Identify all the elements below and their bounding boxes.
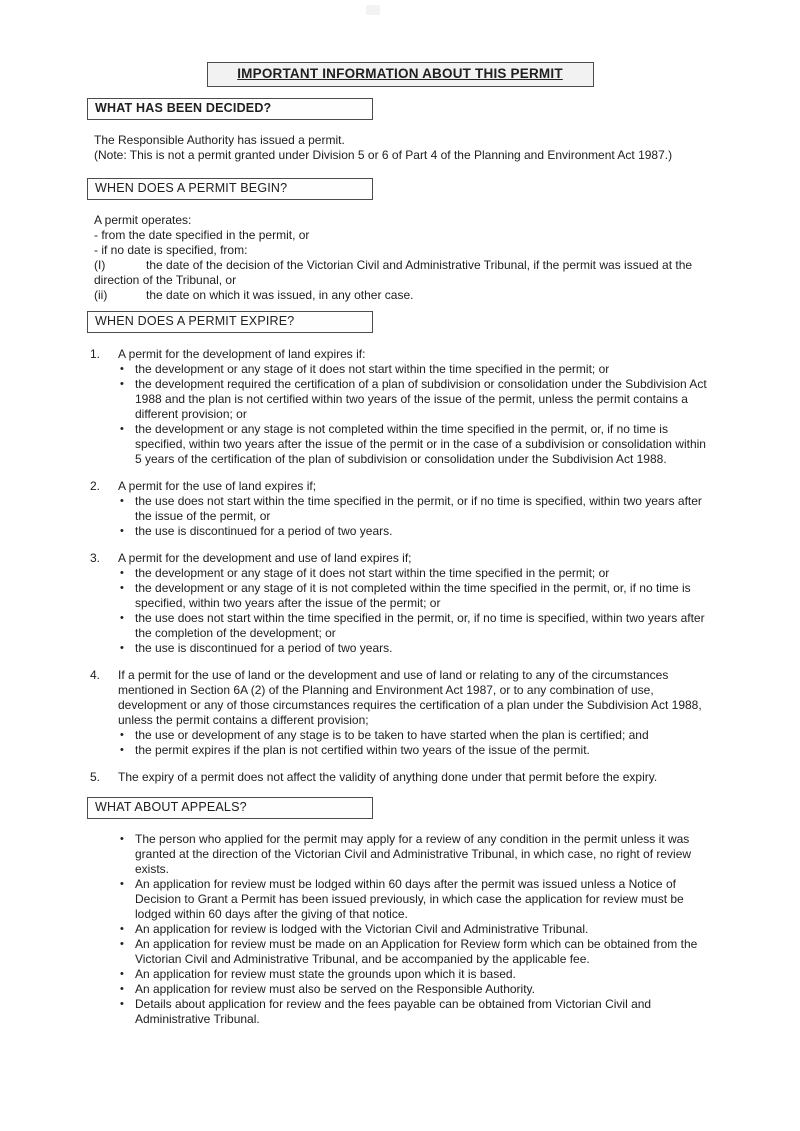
bullet-text: The person who applied for the permit may apply for a review of any condition in the permit unless it was granted at the direction of the Victorian Civil and Administrative Tribunal, in which case, no right of review exists. [135, 832, 692, 876]
bullet-icon: • [120, 495, 124, 507]
bullet-text: An application for review is lodged with the Victorian Civil and Administrative Tribunal. [135, 922, 589, 936]
bullet-icon: • [120, 612, 124, 624]
bullet-icon: • [120, 729, 124, 741]
document-title-box [207, 62, 594, 87]
list-item-text: A permit for the development and use of land expires if; [118, 551, 412, 565]
bullet-point [118, 982, 707, 997]
list-item-body [118, 479, 707, 539]
list-item-text: A permit for the development of land expires if: [118, 347, 366, 361]
decided-paragraph [94, 133, 707, 163]
list-item-number: 4. [90, 668, 101, 682]
bullet-point [118, 377, 707, 422]
bullet-point [118, 611, 707, 641]
bullet-icon: • [120, 582, 124, 594]
bullet-icon: • [120, 744, 124, 756]
list-item-1 [90, 347, 707, 467]
bullet-icon: • [120, 983, 124, 995]
section-heading-what-has-been-decided [87, 98, 373, 120]
document-title: IMPORTANT INFORMATION ABOUT THIS PERMIT [237, 66, 563, 81]
bullet-icon: • [120, 968, 124, 980]
bullet-point [118, 937, 707, 967]
bullet-text: the development required the certification of a plan of subdivision or consolidation under the Subdivision Act 1988 and the plan is not certified within two years of the issue of the permit, unless the permit contains a different provision; or [135, 377, 707, 421]
bullet-icon: • [120, 923, 124, 935]
bullet-icon: • [120, 998, 124, 1010]
bullet-point [118, 832, 707, 877]
bullet-point [118, 997, 707, 1027]
appeals-list [118, 832, 707, 1027]
list-item-body [118, 551, 707, 656]
bullet-icon: • [120, 938, 124, 950]
begin-intro: A permit operates: [94, 213, 192, 227]
bullet-icon: • [120, 525, 124, 537]
section-heading-text: WHAT HAS BEEN DECIDED? [95, 101, 272, 115]
list-item-number: 5. [90, 770, 101, 784]
bullet-icon: • [120, 363, 124, 375]
list-item-text: If a permit for the use of land or the development and use of land or relating to any of the circumstances mentioned in Section 6A (2) of the Planning and Environment Act 1987, or to any combination of use, development or any of those circumstances requires the certification of a plan under the Subdivision Act 1988, unless the permit contains a different provision; [118, 668, 702, 727]
begin-paragraph [94, 213, 707, 303]
bullet-text: the use or development of any stage is to be taken to have started when the plan is certified; and [135, 728, 649, 742]
list-item-text: A permit for the use of land expires if; [118, 479, 317, 493]
bullet-point [118, 967, 707, 982]
section-heading-permit-begin [87, 178, 373, 200]
begin-point-ii-label: (ii) [94, 288, 108, 302]
begin-point-ii-text: the date on which it was issued, in any other case. [146, 288, 414, 302]
bullet-text: the use is discontinued for a period of two years. [135, 524, 393, 538]
begin-point-i [94, 258, 707, 288]
bullet-text: An application for review must also be served on the Responsible Authority. [135, 982, 535, 996]
list-item-2 [90, 479, 707, 539]
bullet-text: An application for review must be lodged within 60 days after the permit was issued unless a Notice of Decision to Grant a Permit has been issued previously, in which case the application for review must be lodged within 60 days after the giving of that notice. [135, 877, 684, 921]
section-heading-permit-expire [87, 311, 373, 333]
bullet-point [118, 362, 707, 377]
bullet-text: An application for review must state the grounds upon which it is based. [135, 967, 516, 981]
document-content [0, 98, 800, 1027]
bullet-icon: • [120, 878, 124, 890]
list-item-3 [90, 551, 707, 656]
bullet-text: the development or any stage is not completed within the time specified in the permit, or, if no time is specified, within two years after the issue of the permit or in the case of a subdivision or consolidation within 5 years of the certification of the plan of subdivision or consolidation under the Subdivision Act 1988. [135, 422, 706, 466]
section-heading-text: WHEN DOES A PERMIT BEGIN? [95, 181, 288, 195]
bullet-icon: • [120, 378, 124, 390]
bullet-point [118, 524, 707, 539]
bullet-text: the development or any stage of it is not completed within the time specified in the permit, or, if no time is specified, within two years after the issue of the permit; or [135, 581, 691, 610]
bullet-point [118, 566, 707, 581]
bullet-point [118, 728, 707, 743]
list-item-number: 1. [90, 347, 101, 361]
bullet-point [118, 494, 707, 524]
bullet-icon: • [120, 567, 124, 579]
list-item-number: 2. [90, 479, 101, 493]
bullet-text: An application for review must be made on an Application for Review form which can be obtained from the Victorian Civil and Administrative Tribunal, and be accompanied by the applicable fee. [135, 937, 698, 966]
list-item-body [118, 668, 707, 758]
list-item-4 [90, 668, 707, 758]
bullet-icon: • [120, 833, 124, 845]
bullet-text: the use is discontinued for a period of two years. [135, 641, 393, 655]
section-heading-appeals [87, 797, 373, 819]
begin-dash-point-2: - if no date is specified, from: [94, 243, 248, 257]
list-item-text: The expiry of a permit does not affect the validity of anything done under that permit before the expiry. [118, 770, 658, 784]
begin-dash-point-1: - from the date specified in the permit, or [94, 228, 310, 242]
bullet-point [118, 877, 707, 922]
bullet-text: Details about application for review and the fees payable can be obtained from Victorian Civil and Administrative Tribunal. [135, 997, 652, 1026]
decided-line-1: The Responsible Authority has issued a permit. [94, 133, 345, 147]
bullet-text: the use does not start within the time specified in the permit, or if no time is specified, within two years after the issue of the permit, or [135, 494, 702, 523]
bullet-point [118, 743, 707, 758]
list-item-5 [90, 770, 707, 785]
list-item-number: 3. [90, 551, 101, 565]
bullet-point [118, 422, 707, 467]
bullet-point [118, 641, 707, 656]
bullet-text: the permit expires if the plan is not certified within two years of the issue of the permit. [135, 743, 590, 757]
bullet-icon: • [120, 423, 124, 435]
decided-line-2: (Note: This is not a permit granted under Division 5 or 6 of Part 4 of the Planning and Environment Act 1987.) [94, 148, 673, 162]
begin-point-ii [94, 288, 707, 303]
section-heading-text: WHAT ABOUT APPEALS? [95, 800, 247, 814]
bullet-text: the development or any stage of it does not start within the time specified in the permit; or [135, 362, 610, 376]
list-item-body [118, 347, 707, 467]
section-heading-text: WHEN DOES A PERMIT EXPIRE? [95, 314, 295, 328]
list-item-body [118, 770, 707, 785]
bullet-text: the development or any stage of it does not start within the time specified in the permit; or [135, 566, 610, 580]
bullet-icon: • [120, 642, 124, 654]
bullet-point [118, 581, 707, 611]
begin-point-i-label: (I) [94, 258, 106, 272]
expire-list [90, 347, 707, 785]
bullet-point [118, 922, 707, 937]
begin-point-i-text: the date of the decision of the Victorian Civil and Administrative Tribunal, if the permit was issued at the direction of the Tribunal, or [94, 258, 693, 287]
bullet-text: the use does not start within the time specified in the permit, or, if no time is specified, within two years after the completion of the development; or [135, 611, 705, 640]
scan-artifact [366, 5, 380, 15]
